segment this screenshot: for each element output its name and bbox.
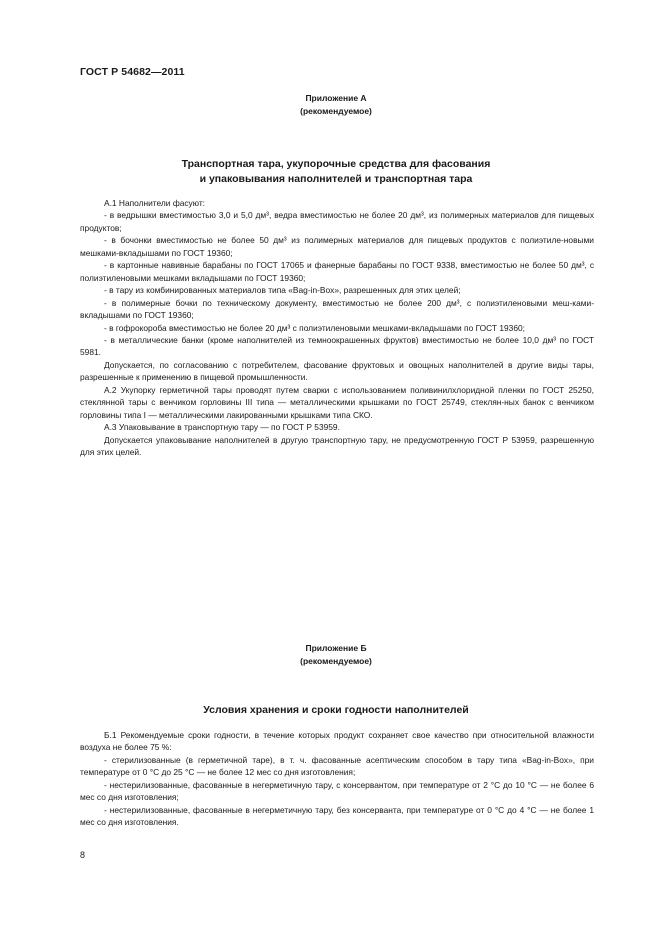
document-header: ГОСТ Р 54682—2011 [80, 66, 185, 78]
text-line: Допускается упаковывание наполнителей в другую транспортную тару, не предусмотренную ГОСТ Р 53959, [104, 434, 538, 445]
text-line: ных банок с венчиком горловины типа I — металлическими лакированными крышками типа СКО. [80, 397, 594, 420]
text-line: - в тару из комбинированных материалов типа «Bag-in-Box», разрешенных для этих целей; [104, 285, 461, 296]
text-line: Допускается, по согласованию с потребителем, фасование фруктовых и овощных наполнителей в другие [104, 359, 544, 370]
paragraph-a1-item7 [80, 334, 594, 359]
paragraph-a2 [80, 384, 594, 421]
paragraph-a1-intro [80, 197, 594, 209]
appendix-a-title-line2: и упаковывания наполнителей и транспортная тара [199, 173, 473, 185]
text-line: А.1 Наполнители фасуют: [104, 198, 205, 208]
appendix-a-status: (рекомендуемое) [300, 106, 372, 116]
text-line: более 50 дм³, с полиэтиленовыми мешками вкладышами по ГОСТ 19360; [80, 260, 595, 283]
paragraph-a1-item6 [80, 322, 594, 334]
text-line: Б.1 Рекомендуемые сроки годности, в течение которых продукт сохраняет свое качество при относительной [104, 730, 549, 740]
appendix-b-status: (рекомендуемое) [300, 656, 372, 666]
paragraph-b1-item3 [80, 804, 594, 829]
paragraph-a1-item4 [80, 284, 594, 296]
text-line: влажности воздуха не более 75 %: [80, 730, 595, 753]
text-line: - стерилизованные (в герметичной таре), в т. ч. фасованные асептическим способом в тару типа [104, 754, 517, 765]
paragraph-a1-item5 [80, 297, 594, 322]
text-line: 4 °С — не более 1 мес со дня изготовления. [80, 804, 595, 828]
text-line: - в гофрокороба вместимостью не более 20 дм³ с полиэтиленовыми мешками-вкладышами по ГОСТ 19360; [104, 322, 525, 333]
paragraph-b1-item2 [80, 779, 594, 804]
text-line: - в металлические банки (кроме наполнителей из темноокрашенных фруктов) вместимостью не более [104, 334, 519, 345]
text-line: виды тары, разрешенные к применению в пищевой промышленности. [80, 359, 595, 383]
text-line: - в ведрышки вместимостью 3,0 и 5,0 дм³, ведра вместимостью не более 20 дм³, из полимерных материалов [104, 210, 539, 221]
text-line: новыми мешками-вкладышами по ГОСТ 19360; [80, 235, 594, 258]
appendix-b-body [80, 729, 594, 829]
appendix-a-body [80, 197, 594, 459]
paragraph-b1-item1 [80, 754, 594, 779]
text-line: ками-вкладышами по ГОСТ 19360; [80, 297, 594, 321]
paragraph-a3-note [80, 434, 594, 459]
appendix-b-title: Условия хранения и сроки годности наполнителей [203, 704, 469, 716]
text-line: 10 °С — не более 6 мес со дня изготовления; [80, 779, 594, 803]
appendix-b-label: Приложение Б [305, 643, 367, 653]
text-line: для пищевых продуктов; [80, 210, 595, 233]
text-line: «Bag-in-Box», при температуре от 0 °С до 25 °С — не более 12 мес со дня изготовления; [80, 754, 594, 778]
text-line: разрешенную для этих целей. [80, 434, 594, 458]
paragraph-b1-intro [80, 729, 594, 754]
appendix-a-label: Приложение А [305, 93, 367, 103]
text-line: ГОСТ 25250, стеклянной тары с венчиком горловины III типа — металлическими крышками по ГОСТ 25749, стеклян- [80, 384, 594, 408]
text-line: - в полимерные бочки по техническому документу, вместимостью не более 200 дм³, с полиэтиленовыми меш- [104, 297, 573, 308]
text-line: - нестерилизованные, фасованные в негерметичную тару, без консерванта, при температуре от 0 °С до [104, 804, 517, 815]
page-number: 8 [80, 850, 86, 860]
text-line: - нестерилизованные, фасованные в негерметичную тару, с консервантом, при температуре от 2 °С до [104, 779, 513, 790]
paragraph-a1-item2 [80, 234, 594, 259]
appendix-a-title-line1: Транспортная тара, укупорочные средства для фасования [181, 158, 491, 170]
paragraph-a1-item3 [80, 259, 594, 284]
text-line: 10,0 дм³ по ГОСТ 5981. [80, 334, 595, 358]
text-line: - в картонные навивные барабаны по ГОСТ 17065 и фанерные барабаны по ГОСТ 9338, вместимостью не [104, 260, 530, 271]
paragraph-a3 [80, 421, 594, 433]
text-line: А.2 Укупорку герметичной тары проводят путем сварки с использованием поливинилхлоридной пленки по [104, 384, 539, 395]
text-line: А.3 Упаковывание в транспортную тару — по ГОСТ Р 53959. [104, 422, 340, 433]
paragraph-a1-item1 [80, 209, 594, 234]
paragraph-a1-note [80, 359, 594, 384]
text-line: - в бочонки вместимостью не более 50 дм³ из полимерных материалов для пищевых продуктов с полиэтиле- [104, 235, 564, 246]
